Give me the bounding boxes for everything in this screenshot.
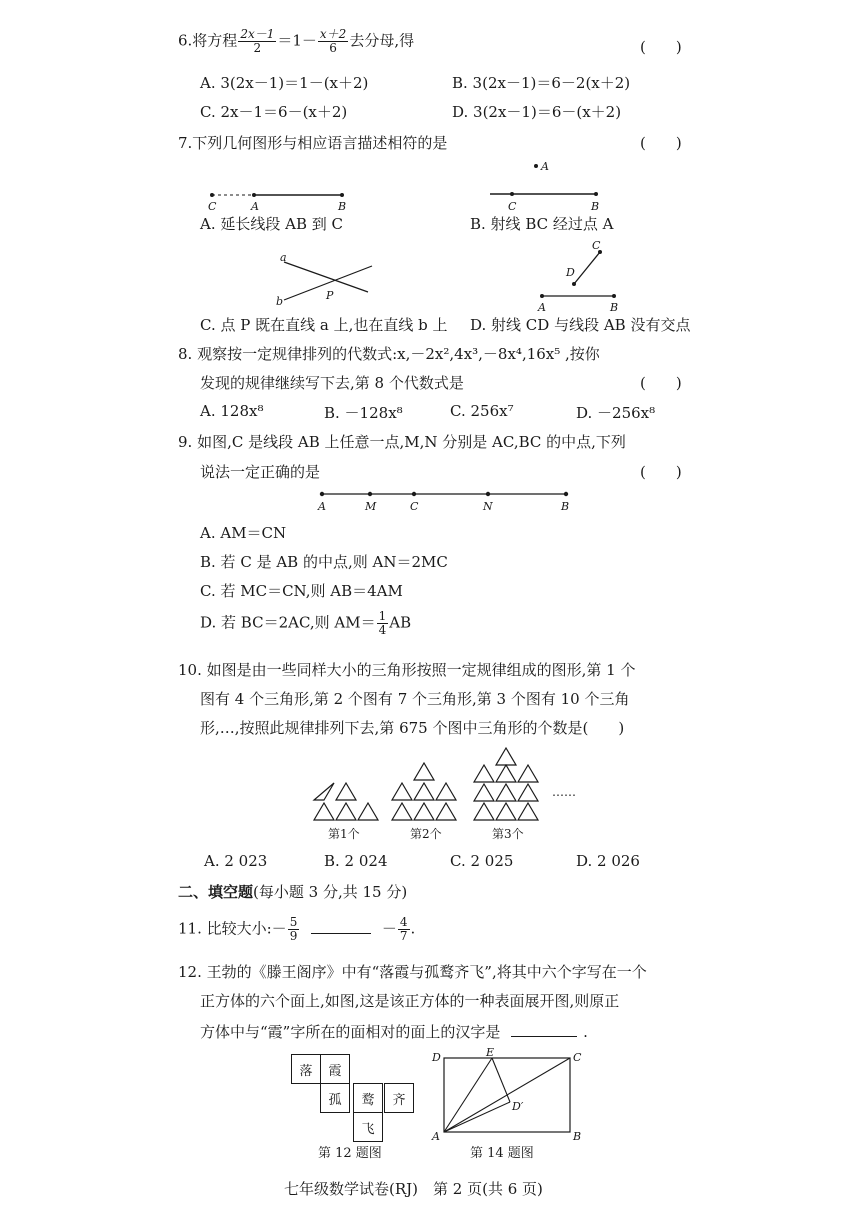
q9-segment-figure xyxy=(312,486,582,516)
q12-stem-line3: 方体中与“霞”字所在的面相对的面上的汉字是 . xyxy=(200,1023,588,1041)
q11-answer-blank[interactable] xyxy=(311,933,371,934)
svg-text:第2个: 第2个 xyxy=(410,827,442,841)
q10-triangle-figures xyxy=(306,744,606,844)
svg-text:B: B xyxy=(561,500,570,513)
cube-face-3: 孤 xyxy=(320,1083,350,1113)
cube-face-4: 鹜 xyxy=(353,1083,383,1113)
svg-text:A: A xyxy=(318,500,326,513)
svg-text:P: P xyxy=(326,289,334,302)
q7-option-b: B. 射线 BC 经过点 A xyxy=(470,215,614,233)
q12-answer-blank[interactable] xyxy=(511,1036,577,1037)
triangle-figure-3 xyxy=(474,748,538,820)
q10-option-a: A. 2 023 xyxy=(204,852,268,870)
q8-option-a: A. 128x⁸ xyxy=(200,402,264,420)
svg-text:A: A xyxy=(432,1130,440,1142)
q7-option-c: C. 点 P 既在直线 a 上,也在直线 b 上 xyxy=(200,316,448,334)
svg-text:N: N xyxy=(483,500,493,513)
q10-option-b: B. 2 024 xyxy=(324,852,388,870)
svg-text:C: C xyxy=(208,200,217,213)
q11-fraction-2: $\frac{4}{7}$ xyxy=(399,915,408,943)
q11-stem: 11. 比较大小:－ $\frac{5}{9}$ － $\frac{4}{7}$ . xyxy=(178,915,416,943)
svg-text:D: D xyxy=(566,266,575,279)
svg-text:第1个: 第1个 xyxy=(328,827,360,841)
q6-fraction-1: $\frac{2x-1}{2}$ xyxy=(240,27,275,55)
triangle-figure-1 xyxy=(314,783,378,820)
page-footer: 七年级数学试卷(RJ) 第 2 页(共 6 页) xyxy=(284,1180,543,1198)
svg-text:C: C xyxy=(592,239,601,252)
q9-option-c: C. 若 MC＝CN,则 AB＝4AM xyxy=(200,582,403,600)
q9-stem-line2: 说法一定正确的是 xyxy=(200,463,321,481)
q8-stem-line1: 8. 观察按一定规律排列的代数式:x,－2x²,4x³,－8x⁴,16x⁵ ,按你 xyxy=(178,345,600,363)
svg-text:C: C xyxy=(573,1051,582,1064)
svg-text:……: …… xyxy=(552,785,576,799)
fig12-caption: 第 12 题图 xyxy=(318,1146,382,1161)
q9-d-fraction: $\frac{1}{4}$ xyxy=(378,609,387,637)
q6-fraction-2: $\frac{x+2}{6}$ xyxy=(319,27,347,55)
q9-option-b: B. 若 C 是 AB 的中点,则 AN＝2MC xyxy=(200,553,448,571)
q9-answer-paren: ( ) xyxy=(640,463,682,481)
q10-stem-line3: 形,…,按照此规律排列下去,第 675 个图中三角形的个数是( ) xyxy=(200,719,625,737)
q6-option-b: B. 3(2x－1)＝6－2(x＋2) xyxy=(452,74,631,92)
svg-text:A: A xyxy=(251,200,259,213)
svg-text:M: M xyxy=(365,500,377,513)
q11-fraction-1: $\frac{5}{9}$ xyxy=(289,915,298,943)
triangle-figure-2 xyxy=(392,763,456,820)
q6-stem: 6.将方程 $\frac{2x-1}{2}$ ＝1－ $\frac{x+2}{6}$ 去分母,得 xyxy=(178,27,415,55)
svg-text:B: B xyxy=(610,301,619,314)
svg-text:B: B xyxy=(338,200,347,213)
q7-option-d: D. 射线 CD 与线段 AB 没有交点 xyxy=(470,316,691,334)
q7-stem: 7.下列几何图形与相应语言描述相符的是 xyxy=(178,134,448,152)
svg-text:E: E xyxy=(486,1048,495,1059)
svg-text:C: C xyxy=(410,500,419,513)
svg-text:b: b xyxy=(276,295,284,308)
q12-stem-line2: 正方体的六个面上,如图,这是该正方体的一种表面展开图,则原正 xyxy=(200,992,620,1010)
q7-figure-c xyxy=(270,250,390,310)
q7-figure-a xyxy=(200,186,360,216)
cube-face-2: 霞 xyxy=(320,1054,350,1084)
q7-option-a: A. 延长线段 AB 到 C xyxy=(200,215,344,233)
q10-option-c: C. 2 025 xyxy=(450,852,514,870)
svg-text:D′: D′ xyxy=(512,1100,524,1113)
svg-text:第3个: 第3个 xyxy=(492,827,524,841)
q6-option-d: D. 3(2x－1)＝6－(x＋2) xyxy=(452,103,622,121)
svg-text:D: D xyxy=(432,1051,441,1064)
q10-stem-line1: 10. 如图是由一些同样大小的三角形按照一定规律组成的图形,第 1 个 xyxy=(178,661,636,679)
q6-option-a: A. 3(2x－1)＝1－(x＋2) xyxy=(200,74,369,92)
svg-text:B: B xyxy=(591,200,600,213)
q9-option-d: D. 若 BC＝2AC,则 AM＝ $\frac{1}{4}$ AB xyxy=(200,609,412,637)
cube-face-6: 飞 xyxy=(353,1112,383,1142)
q7-figure-b xyxy=(484,158,614,213)
fig14-caption: 第 14 题图 xyxy=(470,1146,534,1161)
q10-stem-line2: 图有 4 个三角形,第 2 个图有 7 个三角形,第 3 个图有 10 个三角 xyxy=(200,690,630,708)
q8-option-b: B. －128x⁸ xyxy=(324,404,403,422)
q8-answer-paren: ( ) xyxy=(640,374,682,392)
section-heading: 二、填空题(每小题 3 分,共 15 分) xyxy=(178,883,408,901)
cube-face-5: 齐 xyxy=(384,1083,414,1113)
cube-face-1: 落 xyxy=(291,1054,321,1084)
q8-option-d: D. －256x⁸ xyxy=(576,404,656,422)
q10-option-d: D. 2 026 xyxy=(576,852,640,870)
q9-option-a: A. AM＝CN xyxy=(200,524,287,542)
q7-answer-paren: ( ) xyxy=(640,134,682,152)
svg-text:A: A xyxy=(541,160,549,173)
q6-answer-paren: ( ) xyxy=(640,38,682,56)
svg-text:a: a xyxy=(280,251,287,264)
svg-text:C: C xyxy=(508,200,517,213)
q9-stem-line1: 9. 如图,C 是线段 AB 上任意一点,M,N 分别是 AC,BC 的中点,下列 xyxy=(178,433,626,451)
q7-figure-d xyxy=(530,238,630,316)
q12-stem-line1: 12. 王勃的《滕王阁序》中有“落霞与孤鹜齐飞”,将其中六个字写在一个 xyxy=(178,963,647,981)
q8-option-c: C. 256x⁷ xyxy=(450,402,514,420)
svg-text:B: B xyxy=(573,1130,582,1142)
q6-option-c: C. 2x－1＝6－(x＋2) xyxy=(200,103,348,121)
q8-stem-line2: 发现的规律继续写下去,第 8 个代数式是 xyxy=(200,374,464,392)
svg-text:A: A xyxy=(538,301,546,314)
fig14-rectangle-fold xyxy=(426,1048,586,1142)
